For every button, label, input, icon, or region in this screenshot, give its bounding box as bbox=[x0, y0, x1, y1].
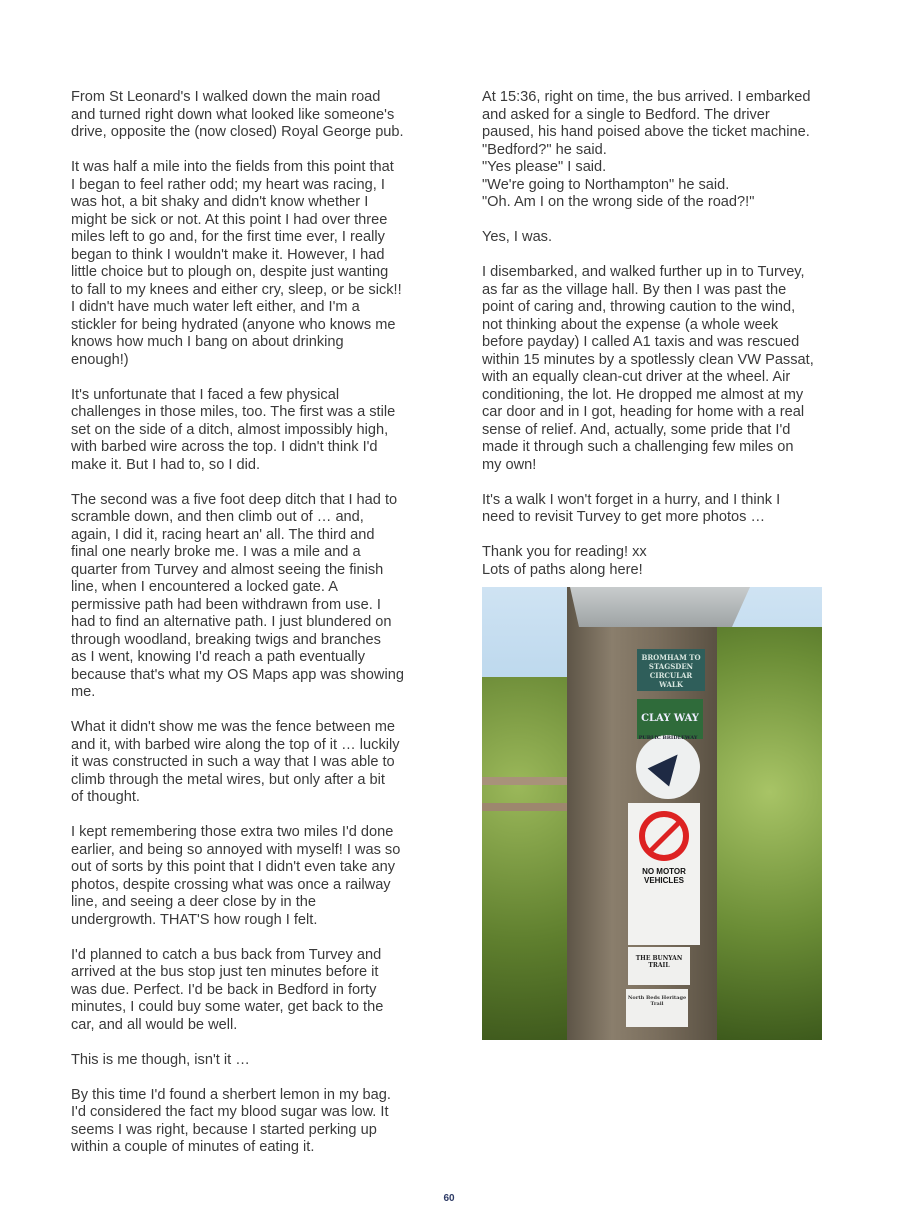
paragraph: The second was a five foot deep ditch that I had to scramble down, and then climb out of … and, again, I did it, racing heart an' all. The third and final one nearly broke me. I was a mile and a quarter from Turvey and almost seeing the finish line, when I encountered a locked gate. A permissive path had been withdrawn from use. I had to find an alternative path. I just blundered on through woodland, breaking twigs and branches as I went, knowing I'd reach a path eventually because that's what my OS Maps app was showing me. bbox=[71, 491, 404, 700]
paragraph: This is me though, isn't it … bbox=[71, 1051, 250, 1068]
sign-bromham-stagsden: BROMHAM TO STAGSDEN CIRCULAR WALK bbox=[637, 649, 705, 691]
arrow-icon bbox=[648, 746, 689, 787]
foliage bbox=[482, 677, 572, 1040]
paragraph: It's a walk I won't forget in a hurry, and I think I need to revisit Turvey to get more photos … bbox=[482, 491, 781, 525]
sign-clay-way: CLAY WAY bbox=[637, 699, 703, 739]
sign-heritage-trail: North Beds Heritage Trail bbox=[626, 989, 688, 1027]
paragraph: I disembarked, and walked further up in to Turvey, as far as the village hall. By then I was past the point of caring and, throwing caution to the wind, not thinking about the expense (a whole week before payday) I called A1 taxis and was rescued within 15 minutes by a spotlessly clean VW Passat, with an equally clean-cut driver at the wheel. Air conditioning, the lot. He dropped me almost at my car door and in I got, heading for home with a real sense of relief. And, actually, some pride that I'd made it through such a challenging few miles on my own! bbox=[482, 264, 814, 473]
post-cap bbox=[570, 587, 750, 627]
paragraph: It was half a mile into the fields from this point that I began to feel rather odd; my heart was racing, I was hot, a bit shaky and didn't know whether I might be sick or not. At this point I had over three miles left to go and, for the first time ever, I really began to think I wouldn't make it. However, I had little choice but to plough on, despite just wanting to fall to my knees and either cry, sleep, or be sick!! I didn't have much water left either, and I'm a stickler for being hydrated (anyone who knows me knows how much I bang on about drinking enough!) bbox=[71, 159, 402, 368]
paragraph: Yes, I was. bbox=[482, 229, 553, 245]
paragraph: At 15:36, right on time, the bus arrived. I embarked and asked for a single to Bedford. The driver paused, his hand poised above the ticket machine. "Bedford?" he said. "Yes please" I said. "We're going to Northampton" he said. "Oh. Am I on the wrong side of the road?!" bbox=[482, 89, 811, 210]
paragraph: What it didn't show me was the fence between me and it, with barbed wire along the top of it … luckily it was constructed in such a way that I was able to climb through the metal wires, but only after a bit of thought. bbox=[71, 719, 400, 805]
no-entry-icon bbox=[639, 811, 689, 861]
sign-public-bridleway bbox=[636, 735, 700, 799]
paragraph: From St Leonard's I walked down the main road and turned right down what looked like someone's drive, opposite the (now closed) Royal George pub. bbox=[71, 89, 404, 140]
paragraph: By this time I'd found a sherbert lemon in my bag. I'd considered the fact my blood sugar was low. It seems I was right, because I started perking up within a couple of minutes of eating it. bbox=[71, 1086, 391, 1155]
page-number: 60 bbox=[443, 1193, 455, 1204]
signpost-photo bbox=[482, 587, 822, 1040]
sign-bunyan-trail: THE BUNYAN TRAIL bbox=[628, 947, 690, 985]
paragraph: Thank you for reading! xx Lots of paths along here! bbox=[482, 544, 647, 578]
sign-text: PUBLIC BRIDLEWAY bbox=[638, 735, 698, 741]
paragraph: I'd planned to catch a bus back from Turvey and arrived at the bus stop just ten minutes before it was due. Perfect. I'd be back in Bedford in forty minutes, I could buy some water, get back to the car, and all would be well. bbox=[71, 946, 384, 1033]
foliage bbox=[717, 627, 822, 1040]
paragraph: It's unfortunate that I faced a few physical challenges in those miles, too. The first was a stile set on the side of a ditch, almost impossibly high, with barbed wire across the top. I didn't think I'd make it. But I had to, so I did. bbox=[71, 386, 396, 473]
sign-text: NO MOTOR VEHICLES bbox=[642, 867, 686, 885]
paragraph: I kept remembering those extra two miles I'd done earlier, and being so annoyed with myself! I was so out of sorts by this point that I didn't even take any photos, despite crossing what was once a railway line, and seeing a deer close by in the undergrowth. THAT'S how rough I felt. bbox=[71, 824, 401, 928]
right-text-column bbox=[482, 89, 832, 597]
left-text-column bbox=[71, 89, 421, 1174]
sign-no-motor-vehicles bbox=[628, 803, 700, 945]
